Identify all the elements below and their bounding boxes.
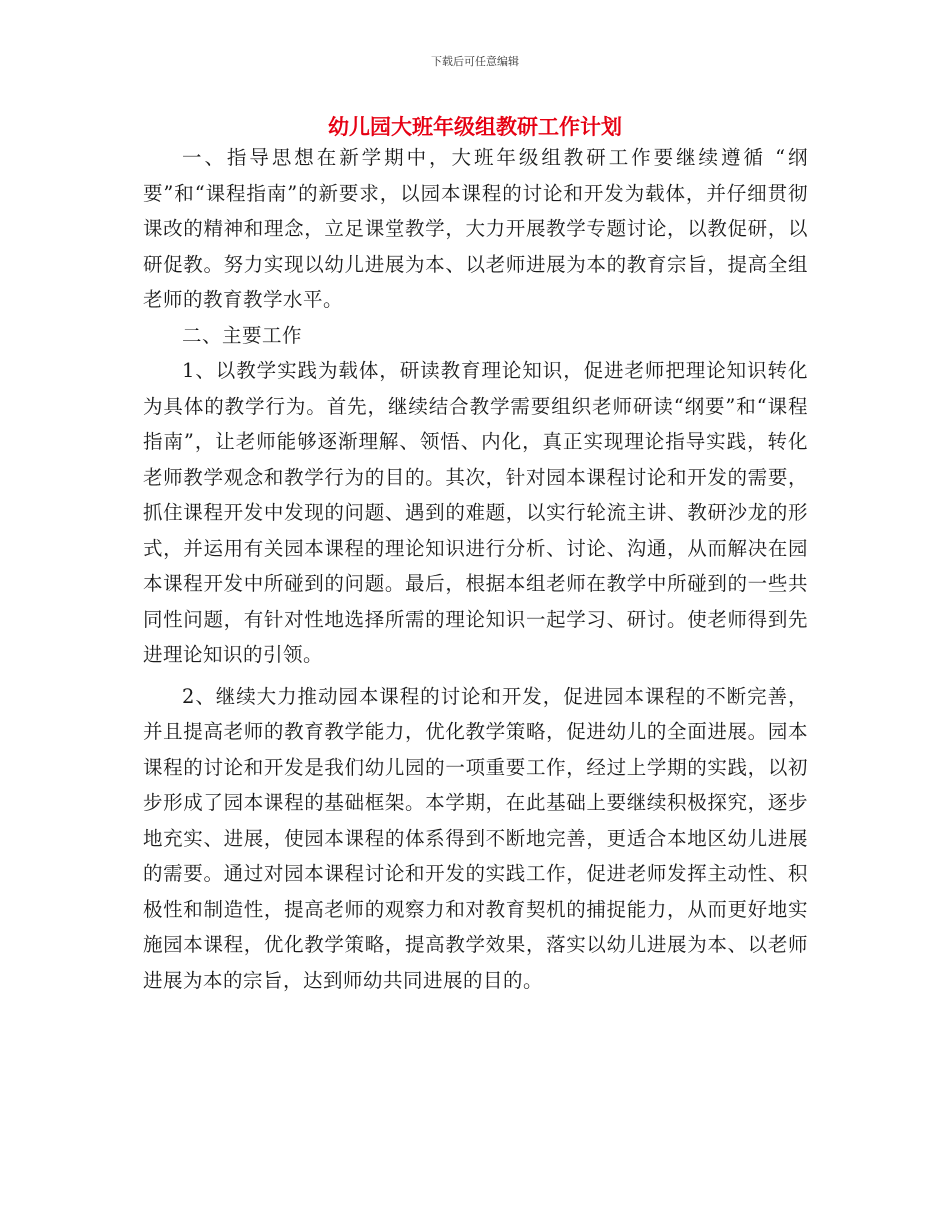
paragraph-item-2: 2、继续大力推动园本课程的讨论和开发，促进园本课程的不断完善，并且提高老师的教育教学能力，优化教学策略，促进幼儿的全面进展。园本课程的讨论和开发是我们幼儿园的一项重要工作，经过上学期的实践，以初步形成了园本课程的基础框架。本学期，在此基础上要继续积极探究，逐步地充实、进展，使园本课程的体系得到不断地完善，更适合本地区幼儿进展的需要。通过对园本课程讨论和开发的实践工作，促进老师发挥主动性、积极性和制造性，提高老师的观察力和对教育契机的捕捉能力，从而更好地实施园本课程，优化教学策略，提高教学效果，落实以幼儿进展为本、以老师进展为本的宗旨，达到师幼共同进展的目的。: [143, 684, 808, 992]
document-body: [143, 140, 808, 998]
paragraph-main-work-heading: 二、主要工作: [182, 323, 303, 347]
paragraph-item-1: 1、以教学实践为载体，研读教育理论知识，促进老师把理论知识转化为具体的教学行为。首先，继续结合教学需要组织老师研读“纲要”和“课程指南”，让老师能够逐渐理解、领悟、内化，真正实现理论指导实践，转化老师教学观念和教学行为的目的。其次，针对园本课程讨论和开发的需要，抓住课程开发中发现的问题、遇到的难题，以实行轮流主讲、教研沙龙的形式，并运用有关园本课程的理论知识进行分析、讨论、沟通，从而解决在园本课程开发中所碰到的问题。最后，根据本组老师在教学中所碰到的一些共同性问题，有针对性地选择所需的理论知识一起学习、研讨。使老师得到先进理论知识的引领。: [143, 359, 808, 666]
header-note: 下载后可任意编辑: [431, 55, 519, 68]
document-title: 幼儿园大班年级组教研工作计划: [328, 114, 622, 139]
paragraph-guiding-thought: 一、指导思想在新学期中，大班年级组教研工作要继续遵循 “纲要”和“课程指南”的新要求，以园本课程的讨论和开发为载体，并仔细贯彻课改的精神和理念，立足课堂教学，大力开展教学专题讨论，以教促研，以研促教。努力实现以幼儿进展为本、以老师进展为本的教育宗旨，提高全组老师的教育教学水平。: [143, 146, 808, 311]
